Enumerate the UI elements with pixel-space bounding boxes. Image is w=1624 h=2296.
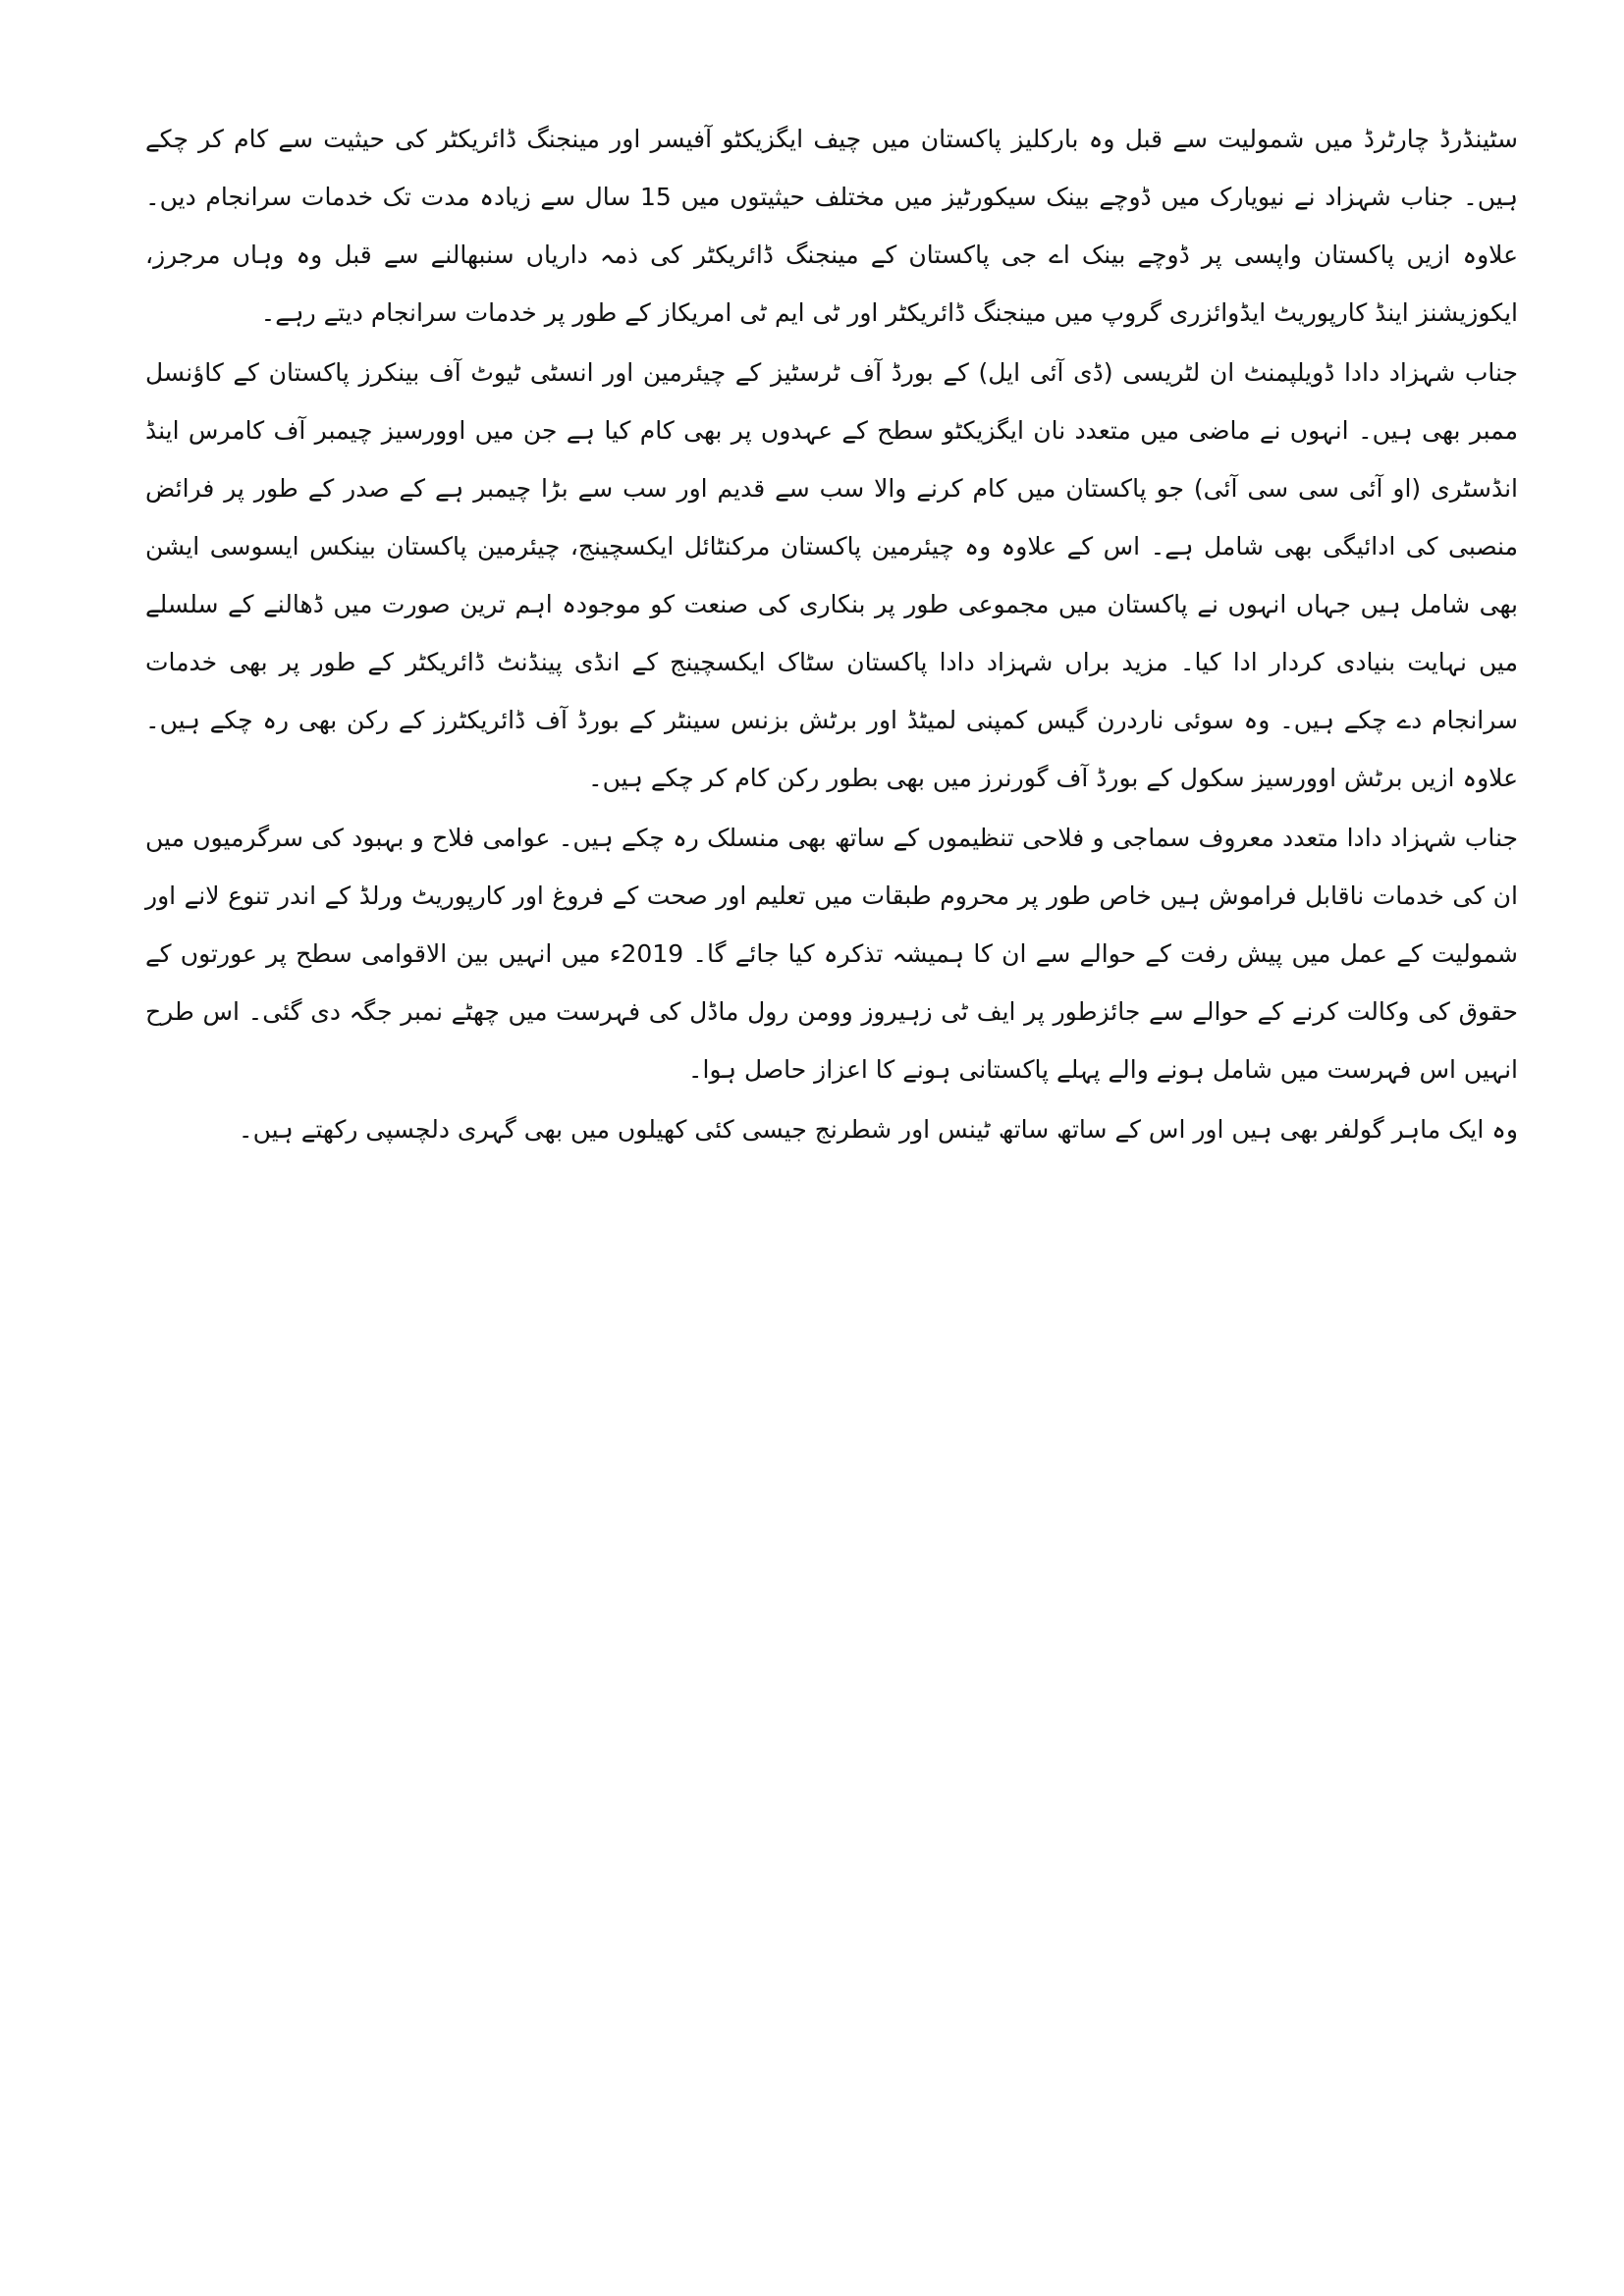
paragraph-social-work: جناب شہزاد دادا متعدد معروف سماجی و فلاحی تنظیموں کے ساتھ بھی منسلک رہ چکے ہیں۔ عوامی فلاح و بہبود کی سرگرمیوں میں ان کی خدمات ناقابل فراموش ہیں خاص طور پر محروم طبقات میں تعلیم اور صحت کے فروغ اور کارپوریٹ ورلڈ کے اندر تنوع لانے اور شمولیت کے عمل میں پیش رفت کے حوالے سے ان کا ہمیشہ تذکرہ کیا جائے گا۔ 2019ء میں انہیں بین الاقوامی سطح پر عورتوں کے حقوق کی وکالت کرنے کے حوالے سے جائزطور پر ایف ٹی زہیروز وومن رول ماڈل کی فہرست میں چھٹے نمبر جگہ دی گئی۔ اس طرح انہیں اس فہرست میں شامل ہونے والے پہلے پاکستانی ہونے کا اعزاز حاصل ہوا۔ [145, 824, 1519, 1084]
document-body [145, 110, 1518, 1158]
paragraph-hobbies: وہ ایک ماہر گولفر بھی ہیں اور اس کے ساتھ ساتھ ٹینس اور شطرنج جیسی کئی کھیلوں میں بھی گہری دلچسپی رکھتے ہیں۔ [238, 1115, 1518, 1144]
paragraph-career: سٹینڈرڈ چارٹرڈ میں شمولیت سے قبل وہ بارکلیز پاکستان میں چیف ایگزیکٹو آفیسر اور مینجنگ ڈائریکٹر کی حیثیت سے کام کر چکے ہیں۔ جناب شہزاد نے نیویارک میں ڈوچے بینک سیکورٹیز میں مختلف حیثیتوں میں 15 سال سے زیادہ مدت تک خدمات سرانجام دیں۔ علاوہ ازیں پاکستان واپسی پر ڈوچے بینک اے جی پاکستان کے مینجنگ ڈائریکٹر کی ذمہ داریاں سنبھالنے سے قبل وہ وہاں مرجرز، ایکوزیشنز اینڈ کارپوریٹ ایڈوائزری گروپ میں مینجنگ ڈائریکٹر اور ٹی ایم ٹی امریکاز کے طور پر خدمات سرانجام دیتے رہے۔ [145, 125, 1518, 327]
paragraph-board-roles: جناب شہزاد دادا ڈویلپمنٹ ان لٹریسی (ڈی آئی ایل) کے بورڈ آف ٹرسٹیز کے چیئرمین اور انسٹی ٹیوٹ آف بینکرز پاکستان کے کاؤنسل ممبر بھی ہیں۔ انہوں نے ماضی میں متعدد نان ایگزیکٹو سطح کے عہدوں پر بھی کام کیا ہے جن میں اوورسیز چیمبر آف کامرس اینڈ انڈسٹری (او آئی سی سی آئی) جو پاکستان میں کام کرنے والا سب سے قدیم اور سب سے بڑا چیمبر ہے کے صدر کے طور پر فرائض منصبی کی ادائیگی بھی شامل ہے۔ اس کے علاوہ وہ چیئرمین پاکستان مرکنٹائل ایکسچینج، چیئرمین پاکستان بینکس ایسوسی ایشن بھی شامل ہیں جہاں انہوں نے پاکستان میں مجموعی طور پر بنکاری کی صنعت کو موجودہ اہم ترین صورت میں ڈھالنے کے سلسلے میں نہایت بنیادی کردار ادا کیا۔ مزید براں شہزاد دادا پاکستان سٹاک ایکسچینج کے انڈی پینڈنٹ ڈائریکٹر کے طور پر بھی خدمات سرانجام دے چکے ہیں۔ وہ سوئی ناردرن گیس کمپنی لمیٹڈ اور برٹش بزنس سینٹر کے بورڈ آف ڈائریکٹرز کے رکن بھی رہ چکے ہیں۔ علاوہ ازیں برٹش اوورسیز سکول کے بورڈ آف گورنرز میں بھی بطور رکن کام کر چکے ہیں۔ [145, 358, 1518, 792]
